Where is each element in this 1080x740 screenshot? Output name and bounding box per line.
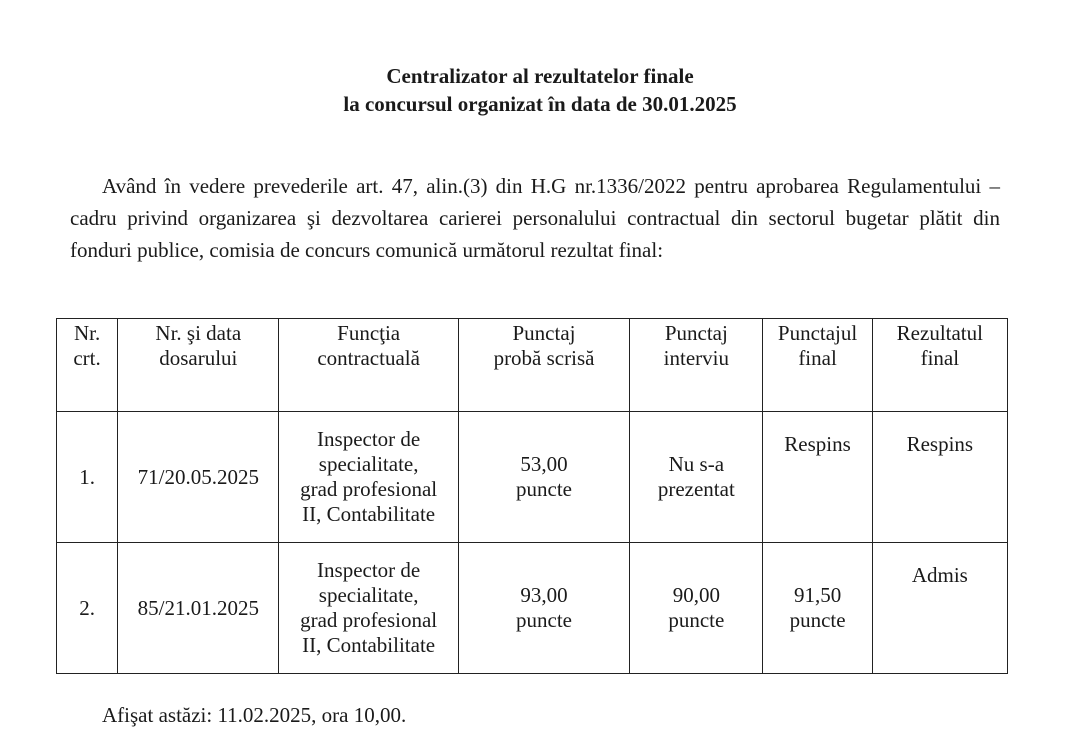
header-scris-line2: probă scrisă bbox=[493, 346, 595, 370]
cell-rezultat: Admis bbox=[872, 543, 1007, 674]
header-final-line1: Punctajul bbox=[777, 321, 858, 345]
header-functia bbox=[279, 319, 458, 412]
cell-nr: 2. bbox=[57, 543, 118, 674]
header-functia-line2: contractuală bbox=[317, 346, 420, 370]
scris-unit: puncte bbox=[516, 608, 572, 632]
header-punctaj-interviu bbox=[630, 319, 763, 412]
table-row bbox=[57, 412, 1008, 543]
cell-punctaj-final bbox=[763, 412, 872, 543]
functia-line3: grad profesional bbox=[300, 608, 438, 632]
document-title: Centralizator al rezultatelor finale bbox=[386, 64, 694, 88]
header-dosar bbox=[118, 319, 279, 412]
header-dosar-line2: dosarului bbox=[159, 346, 238, 370]
interviu-line1: Nu s-a bbox=[668, 452, 725, 476]
cell-punctaj-scris bbox=[458, 543, 629, 674]
header-nr-line1: Nr. bbox=[73, 321, 101, 345]
header-rezultat-line1: Rezultatul bbox=[896, 321, 983, 345]
final-line2: puncte bbox=[789, 608, 846, 632]
intro-paragraph: Având în vedere prevederile art. 47, alin.(3) din H.G nr.1336/2022 pentru aprobarea Regulamentului – cadru privind organizarea şi dezvoltarea carierei personalului contractual din sectorul bugetar plătit din fonduri publice, comisia de concurs comunică următorul rezultat final: bbox=[70, 174, 1000, 262]
scris-value: 93,00 bbox=[520, 583, 568, 607]
header-nr bbox=[57, 319, 118, 412]
final-line1: Respins bbox=[784, 432, 851, 456]
header-scris-line1: Punctaj bbox=[512, 321, 576, 345]
cell-functia bbox=[279, 412, 458, 543]
posted-date-footer: Afişat astăzi: 11.02.2025, ora 10,00. bbox=[102, 703, 407, 727]
table-row bbox=[57, 543, 1008, 674]
cell-dosar: 85/21.01.2025 bbox=[118, 543, 279, 674]
header-punctaj-scris bbox=[458, 319, 629, 412]
functia-line2: specialitate, bbox=[318, 452, 419, 476]
header-punctaj-final bbox=[763, 319, 872, 412]
cell-dosar: 71/20.05.2025 bbox=[118, 412, 279, 543]
cell-punctaj-scris bbox=[458, 412, 629, 543]
cell-nr: 1. bbox=[57, 412, 118, 543]
interviu-line2: puncte bbox=[668, 608, 725, 632]
functia-line4: II, Contabilitate bbox=[302, 502, 436, 526]
final-line1: 91,50 bbox=[793, 583, 842, 607]
header-nr-line2: crt. bbox=[73, 346, 101, 370]
functia-line3: grad profesional bbox=[300, 477, 438, 501]
document-subtitle: la concursul organizat în data de 30.01.2025 bbox=[343, 92, 737, 116]
header-rezultat bbox=[872, 319, 1007, 412]
cell-punctaj-interviu bbox=[630, 543, 763, 674]
scris-unit: puncte bbox=[516, 477, 572, 501]
cell-punctaj-final bbox=[763, 543, 872, 674]
functia-line1: Inspector de bbox=[317, 427, 421, 451]
functia-line1: Inspector de bbox=[317, 558, 421, 582]
header-final-line2: final bbox=[798, 346, 837, 370]
header-interviu-line1: Punctaj bbox=[664, 321, 728, 345]
header-functia-line1: Funcţia bbox=[337, 321, 401, 345]
cell-rezultat: Respins bbox=[872, 412, 1007, 543]
header-rezultat-line2: final bbox=[920, 346, 960, 370]
cell-punctaj-interviu bbox=[630, 412, 763, 543]
interviu-line1: 90,00 bbox=[672, 583, 720, 607]
header-interviu-line2: interviu bbox=[663, 346, 729, 370]
functia-line2: specialitate, bbox=[318, 583, 419, 607]
results-table bbox=[56, 318, 1008, 674]
scris-value: 53,00 bbox=[520, 452, 568, 476]
interviu-line2: prezentat bbox=[657, 477, 735, 501]
functia-line4: II, Contabilitate bbox=[302, 633, 436, 657]
cell-functia bbox=[279, 543, 458, 674]
header-dosar-line1: Nr. şi data bbox=[155, 321, 242, 345]
table-header-row bbox=[57, 319, 1008, 412]
